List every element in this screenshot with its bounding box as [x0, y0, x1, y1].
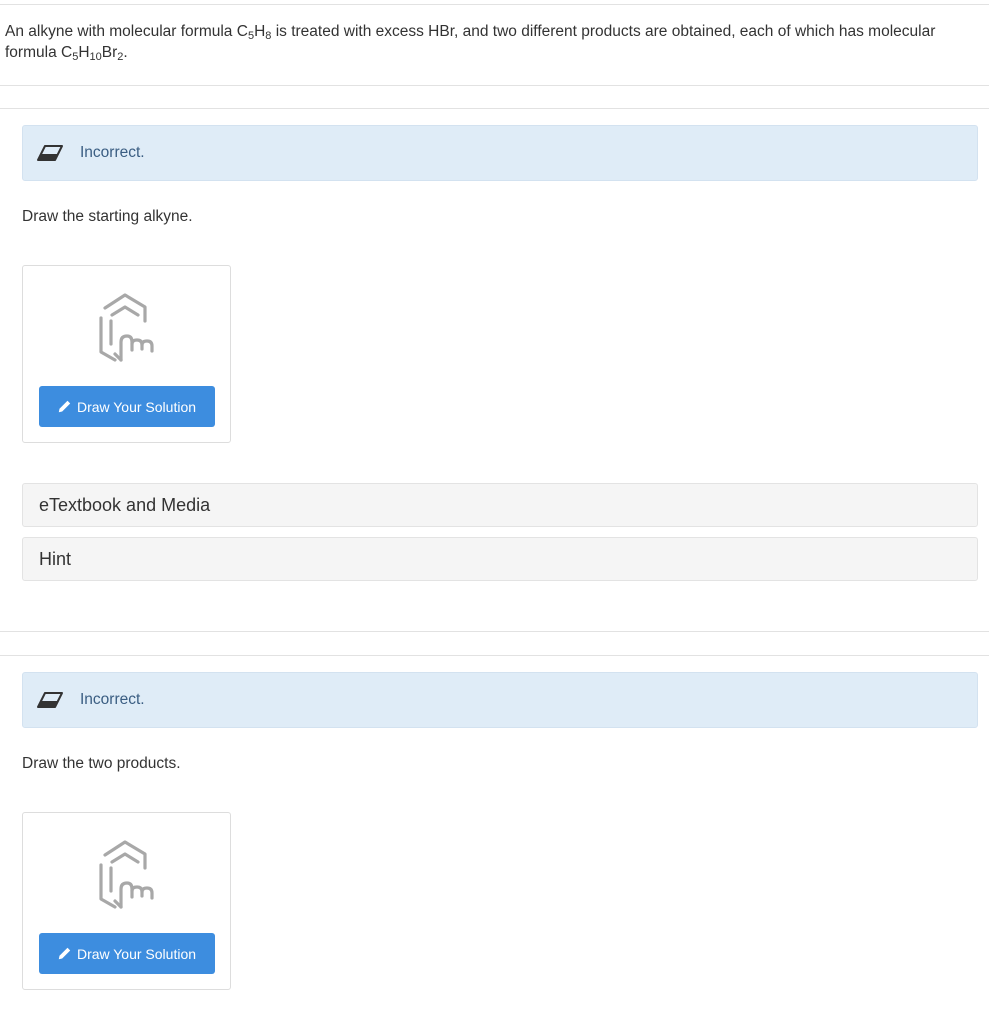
- draw-solution-label: Draw Your Solution: [76, 398, 197, 415]
- draw-solution-button[interactable]: [39, 933, 215, 974]
- draw-solution-button[interactable]: [39, 386, 215, 427]
- molecule-draw-icon: [91, 835, 165, 911]
- section-divider: [0, 108, 989, 109]
- drawing-panel: [22, 265, 231, 443]
- eraser-icon: [37, 692, 63, 708]
- pencil-icon: [58, 400, 71, 413]
- part-prompt: Draw the two products.: [22, 755, 181, 772]
- eraser-icon: [37, 145, 63, 161]
- etextbook-media-label: eTextbook and Media: [39, 494, 211, 515]
- etextbook-media-link[interactable]: [22, 483, 978, 527]
- part-prompt: Draw the starting alkyne.: [22, 208, 193, 225]
- molecule-draw-icon: [91, 288, 165, 364]
- feedback-banner: [22, 125, 978, 181]
- top-divider: [0, 4, 989, 5]
- feedback-text: Incorrect.: [80, 144, 145, 161]
- section-divider: [0, 655, 989, 656]
- question-text: An alkyne with molecular formula $C_5H_8$ is treated with excess HBr, and two different products are obtained, each of which has molecular formula $C_5H_{10}Br_2$.: [5, 23, 936, 63]
- feedback-banner: [22, 672, 978, 728]
- section-divider: [0, 631, 989, 632]
- drawing-panel: [22, 812, 231, 990]
- section-divider: [0, 85, 989, 86]
- feedback-text: Incorrect.: [80, 691, 145, 708]
- hint-label: Hint: [39, 548, 72, 569]
- pencil-icon: [58, 947, 71, 960]
- hint-link[interactable]: [22, 537, 978, 581]
- draw-solution-label: Draw Your Solution: [76, 945, 197, 962]
